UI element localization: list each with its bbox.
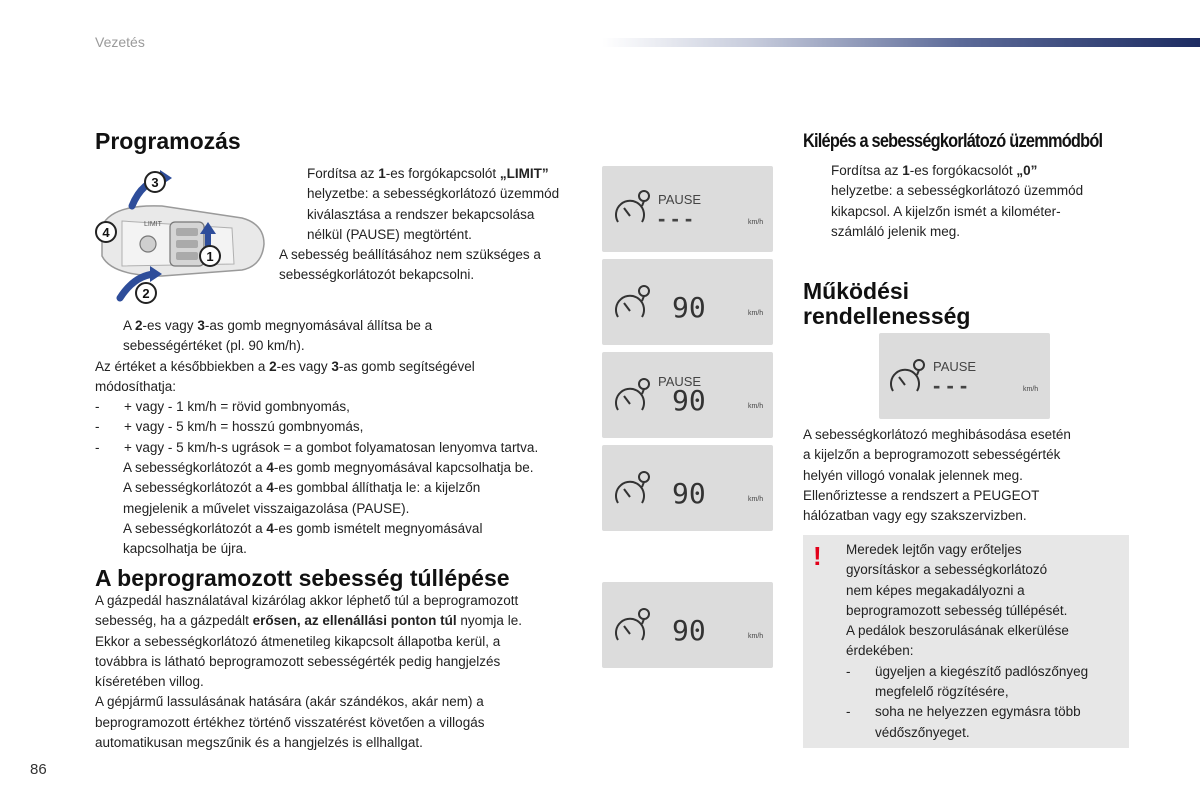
page-number: 86 bbox=[30, 761, 47, 778]
stalk-drawing bbox=[92, 166, 272, 306]
display-pause-dashes bbox=[602, 166, 773, 252]
warning-line: nem képes megakadályozni a bbox=[846, 582, 1025, 598]
fault-line: Ellenőriztesse a rendszert a PEUGEOT bbox=[803, 487, 1040, 503]
warning-dash-item: - ügyeljen a kiegészítő padlószőnyeg megfelelő rögzítésére, bbox=[846, 663, 1089, 700]
display-fault bbox=[879, 333, 1050, 419]
unit-label: km/h bbox=[748, 310, 764, 317]
header-gradient-bar bbox=[602, 38, 1200, 47]
speedometer-icon bbox=[891, 360, 924, 391]
exit-line2: helyzetbe: a sebességkorlátozó üzemmód bbox=[831, 183, 1084, 199]
svg-text:2: 2 bbox=[142, 286, 150, 301]
step2-line2: sebességértéket (pl. 90 km/h). bbox=[123, 338, 305, 354]
callout-2 bbox=[136, 283, 156, 303]
exit-line1: Fordítsa az 1-es forgókacsolót „0” bbox=[831, 163, 1038, 178]
modify-line1: Az értéket a későbbiekben a 2-es vagy 3-as gomb segítségével bbox=[95, 358, 475, 374]
pause-label: PAUSE bbox=[658, 374, 702, 389]
warning-box bbox=[803, 535, 1129, 748]
warning-line: A pedálok beszorulásának elkerülése bbox=[846, 623, 1069, 639]
exceed-line: Ekkor a sebességkorlátozó átmenetileg kikapcsolt állapotba kerül, a bbox=[95, 633, 501, 649]
modify-line2: módosíthatja: bbox=[95, 378, 177, 394]
fault-line: A sebességkorlátozó meghibásodása esetén bbox=[803, 427, 1071, 442]
section-title-programming: Programozás bbox=[95, 128, 241, 154]
exceed-line: beprogramozott értékhez történő visszatérést követően a villogás bbox=[95, 714, 485, 730]
speedometer-icon bbox=[616, 609, 649, 640]
speedometer-icon bbox=[616, 379, 649, 410]
dash-item: - + vagy - 1 km/h = rövid gombnyomás, bbox=[95, 399, 350, 415]
dashes-label: - - - bbox=[658, 206, 693, 231]
speed-value: 90 bbox=[672, 477, 706, 510]
dash-item: - + vagy - 5 km/h-s ugrások = a gombot folyamatosan lenyomva tartva. bbox=[95, 439, 539, 455]
warning-exclamation-icon: ! bbox=[813, 541, 822, 571]
step3-line1: A sebességkorlátozót a 4-es gomb megnyomásával kapcsolhatja be. bbox=[123, 460, 534, 476]
fault-line: helyén villogó vonalak jelennek meg. bbox=[803, 467, 1023, 483]
warning-line: Meredek lejtőn vagy erőteljes bbox=[846, 542, 1022, 557]
unit-label: km/h bbox=[748, 219, 764, 226]
speed-value: 90 bbox=[672, 291, 706, 324]
section-title-exceed: A beprogramozott sebesség túllépése bbox=[95, 565, 510, 591]
exceed-line: automatikusan megszűnik és a hangjelzés is ellhallgat. bbox=[95, 735, 423, 751]
speedometer-icon bbox=[616, 472, 649, 503]
callout-1 bbox=[200, 246, 220, 266]
step5-line2: kapcsolhatja be újra. bbox=[123, 541, 247, 557]
exceed-line: kíséretében villog. bbox=[95, 674, 204, 690]
exceed-line: továbbra is látható beprogramozott sebességérték pedig hangjelzés bbox=[95, 653, 501, 669]
dashes-label: - - - bbox=[933, 373, 968, 398]
fault-line: a kijelzőn a beprogramozott sebességérték bbox=[803, 447, 1061, 463]
exceed-text bbox=[95, 591, 595, 753]
warning-line: érdekében: bbox=[846, 643, 914, 659]
exit-line4: számláló jelenik meg. bbox=[831, 223, 961, 239]
svg-text:4: 4 bbox=[102, 225, 110, 240]
callout-4 bbox=[96, 222, 116, 242]
step4-line2: megjelenik a művelet visszaigazolása (PAUSE). bbox=[123, 500, 410, 516]
section-title-exit: Kilépés a sebességkorlátozó üzemmódból bbox=[803, 131, 1103, 152]
warning-text bbox=[846, 540, 1126, 743]
step1-line4: nélkül (PAUSE) megtörtént. bbox=[307, 226, 472, 242]
warning-line: beprogramozott sebesség túllépését. bbox=[846, 602, 1068, 618]
programming-steps bbox=[95, 316, 590, 560]
exceed-line: A gázpedál használatával kizárólag akkor léphető túl a beprogramozott bbox=[95, 593, 519, 608]
section-header: Vezetés bbox=[95, 34, 145, 50]
step4-line1: A sebességkorlátozót a 4-es gombbal állíthatja le: a kijelzőn bbox=[123, 480, 481, 496]
speed-value: 90 bbox=[672, 384, 706, 417]
switch-limit-label: LIMIT bbox=[144, 221, 162, 228]
pause-label: PAUSE bbox=[933, 359, 977, 374]
unit-label: km/h bbox=[1023, 386, 1039, 393]
fault-text bbox=[803, 425, 1133, 526]
unit-label: km/h bbox=[748, 403, 764, 410]
display-pause-speed bbox=[602, 352, 773, 438]
warning-line: gyorsításkor a sebességkorlátozó bbox=[846, 562, 1048, 578]
svg-text:1: 1 bbox=[206, 249, 214, 264]
fault-title-line2: rendellenesség bbox=[803, 303, 971, 329]
step1-line2: helyzetbe: a sebességkorlátozó üzemmód bbox=[307, 186, 560, 202]
step1-block bbox=[279, 164, 589, 286]
note-line1: A sebesség beállításához nem szükséges a bbox=[279, 247, 541, 263]
fault-line: hálózatban vagy egy szakszervizben. bbox=[803, 508, 1027, 524]
callout-3 bbox=[145, 172, 165, 192]
svg-text:3: 3 bbox=[151, 175, 159, 190]
step2-line1: A 2-es vagy 3-as gomb megnyomásával állítsa be a bbox=[123, 318, 433, 333]
display-exceed-speed bbox=[602, 582, 773, 668]
step1-line3: kiválasztása a rendszer bekapcsolása bbox=[307, 206, 535, 222]
warning-dash-item: - soha ne helyezzen egymásra több védőszőnyeget. bbox=[846, 704, 1081, 740]
exit-line3: kikapcsol. A kijelzőn ismét a kilométer- bbox=[831, 203, 1061, 219]
pause-label: PAUSE bbox=[658, 192, 702, 207]
stalk-illustration bbox=[92, 166, 272, 306]
fault-title-line1: Működési bbox=[803, 278, 910, 304]
speedometer-icon bbox=[616, 191, 649, 222]
section-title-fault bbox=[803, 279, 970, 329]
dash-item: - + vagy - 5 km/h = hosszú gombnyomás, bbox=[95, 419, 364, 435]
speed-value: 90 bbox=[672, 614, 706, 647]
note-line2: sebességkorlátozót bekapcsolni. bbox=[279, 267, 475, 283]
exceed-line: A gépjármű lassulásának hatására (akár szándékos, akár nem) a bbox=[95, 694, 484, 710]
exceed-line: sebesség, ha a gázpedált erősen, az ellenállási ponton túl nyomja le. bbox=[95, 613, 522, 629]
step5-line1: A sebességkorlátozót a 4-es gomb ismételt megnyomásával bbox=[123, 520, 483, 536]
unit-label: km/h bbox=[748, 496, 764, 503]
speedometer-icon bbox=[616, 286, 649, 317]
display-active-speed bbox=[602, 445, 773, 531]
step1-line1: Fordítsa az 1-es forgókapcsolót „LIMIT” bbox=[307, 166, 549, 181]
unit-label: km/h bbox=[748, 633, 764, 640]
exit-text bbox=[803, 161, 1133, 242]
display-speed-set bbox=[602, 259, 773, 345]
